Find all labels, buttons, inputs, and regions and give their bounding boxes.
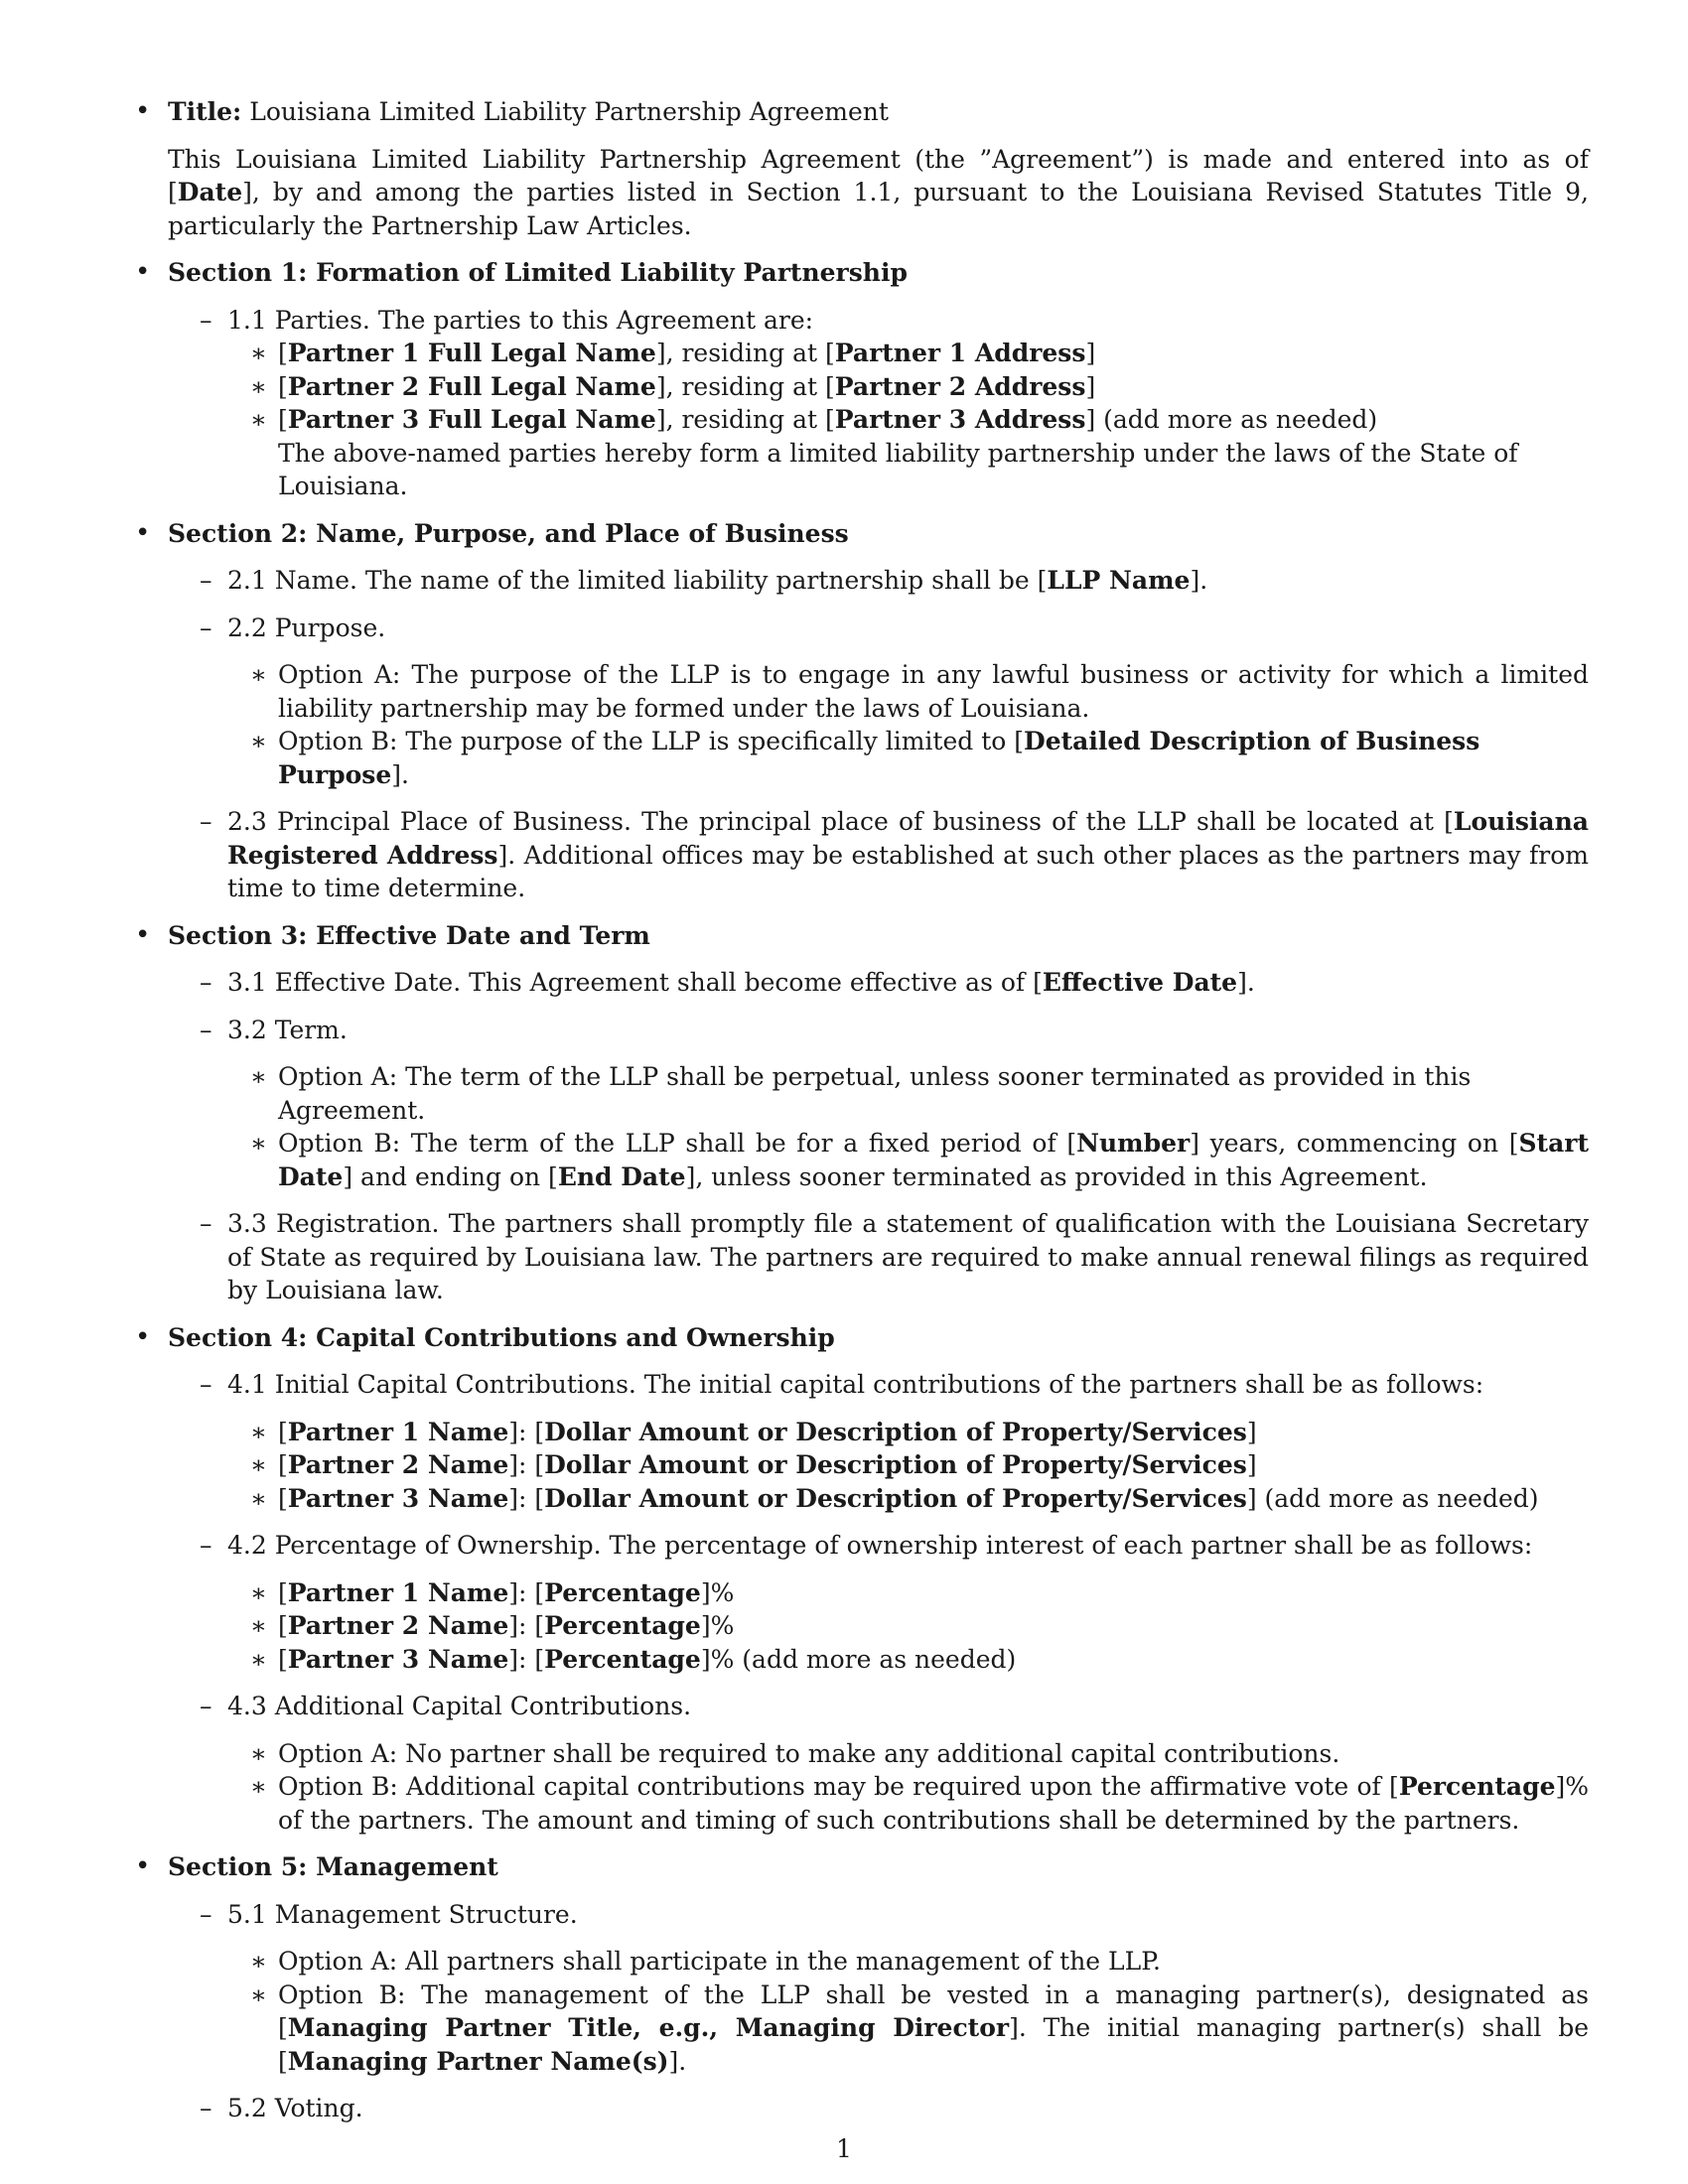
term-options bbox=[227, 1060, 1589, 1193]
clause-4-1: – 4.1 Initial Capital Contributions. The initial capital contributions of the partners shall be as follows: ∗ [Partner 1 Name]: [Dollar Amount or Description of Property/Services] ∗ [Partner 2 Name]: [Dollar Amount or Description of Property/Services] ∗ [Partner 3 Name]: [Dollar Amount or Description of Property/Services] (add more as needed) bbox=[168, 1368, 1589, 1515]
clause-2-3: – 2.3 Principal Place of Business. The principal place of business of the LLP shall be located at [Louisiana Registered Address]. Additional offices may be established at such other places as the partners may from time to time determine. bbox=[168, 805, 1589, 905]
section-3-list bbox=[168, 966, 1589, 1307]
additional-contribution-options bbox=[227, 1737, 1589, 1838]
page-number: 1 bbox=[836, 2134, 852, 2163]
section-4 bbox=[129, 1321, 1589, 1838]
clause-3-1: – 3.1 Effective Date. This Agreement shall become effective as of [Effective Date]. bbox=[168, 966, 1589, 1000]
section-3 bbox=[129, 919, 1589, 1307]
option-b: ∗ Option B: The term of the LLP shall be for a fixed period of [Number] years, commencing on [Start Date] and ending on [End Date], unless sooner terminated as provided in this Agreement. bbox=[227, 1127, 1589, 1193]
section-4-list bbox=[168, 1368, 1589, 1837]
clause-4-3: – 4.3 Additional Capital Contributions. ∗ Option A: No partner shall be required to make any additional capital contributions. ∗ Option B: Additional capital contributions may be required upon the affirmative vote of [Percentage]% of the partners. The amount and timing of such contributions shall be determined by the partners. bbox=[168, 1690, 1589, 1837]
party-item: ∗ [Partner 3 Full Legal Name], residing at [Partner 3 Address] (add more as needed) bbox=[227, 403, 1589, 437]
ownership-item: ∗ [Partner 3 Name]: [Percentage]% (add more as needed) bbox=[227, 1643, 1589, 1677]
section-2 bbox=[129, 517, 1589, 905]
option-b: ∗ Option B: Additional capital contributions may be required upon the affirmative vote of [Percentage]% of the partners. The amount and timing of such contributions shall be determined by the partners. bbox=[227, 1770, 1589, 1837]
intro-paragraph: This Louisiana Limited Liability Partnership Agreement (the ”Agreement”) is made and entered into as of [Date], by and among the parties listed in Section 1.1, pursuant to the Louisiana Revised Statutes Title 9, particularly the Partnership Law Articles. bbox=[168, 144, 1589, 240]
contribution-item: ∗ [Partner 2 Name]: [Dollar Amount or Description of Property/Services] bbox=[227, 1448, 1589, 1482]
clause-5-1: – 5.1 Management Structure. ∗ Option A: All partners shall participate in the management of the LLP. ∗ Option B: The management of the LLP shall be vested in a managing partner(s), designated as [Managing Partner Title, e.g., Managing Director]. The initial managing partner(s) shall be [Managing Partner Name(s)]. bbox=[168, 1898, 1589, 2079]
date-placeholder: Date bbox=[177, 178, 243, 206]
option-a: ∗ Option A: The term of the LLP shall be perpetual, unless sooner terminated as provided in this Agreement. bbox=[227, 1060, 1589, 1127]
contribution-item: ∗ [Partner 3 Name]: [Dollar Amount or Description of Property/Services] (add more as needed) bbox=[227, 1482, 1589, 1516]
section-4-heading: Section 4: Capital Contributions and Ownership bbox=[168, 1322, 835, 1352]
purpose-options bbox=[227, 658, 1589, 791]
clause-5-2: – 5.2 Voting. bbox=[168, 2092, 1589, 2125]
top-level-list bbox=[129, 95, 1589, 2125]
option-b: ∗ Option B: The management of the LLP shall be vested in a managing partner(s), designated as [Managing Partner Title, e.g., Managing Director]. The initial managing partner(s) shall be [Managing Partner Name(s)]. bbox=[227, 1979, 1589, 2079]
parties-list bbox=[227, 337, 1589, 437]
clause-4-2: – 4.2 Percentage of Ownership. The percentage of ownership interest of each partner shall be as follows: ∗ [Partner 1 Name]: [Percentage]% ∗ [Partner 2 Name]: [Percentage]% ∗ [Partner 3 Name]: [Percentage]% (add more as needed) bbox=[168, 1529, 1589, 1676]
option-b: ∗ Option B: The purpose of the LLP is specifically limited to [Detailed Description of Business Purpose]. bbox=[227, 725, 1589, 791]
contribution-item: ∗ [Partner 1 Name]: [Dollar Amount or Description of Property/Services] bbox=[227, 1416, 1589, 1449]
section-2-list bbox=[168, 564, 1589, 905]
ownership-item: ∗ [Partner 1 Name]: [Percentage]% bbox=[227, 1576, 1589, 1610]
clause-3-3: – 3.3 Registration. The partners shall promptly file a statement of qualification with the Louisiana Secretary of State as required by Louisiana law. The partners are required to make annual renewal filings as required by Louisiana law. bbox=[168, 1207, 1589, 1307]
party-item: ∗ [Partner 1 Full Legal Name], residing at [Partner 1 Address] bbox=[227, 337, 1589, 370]
clause-1-1: – 1.1 Parties. The parties to this Agreement are: ∗ [Partner 1 Full Legal Name], residing at [Partner 1 Address] ∗ [Partner 2 Full Legal Name], residing at [Partner 2 Address] ∗ [Partner 3 Full Legal Name], residing at [Partner 3 Address] (add more as needed) The above-named parties hereby form a limited liability partnership under the laws of the State of Louisiana. bbox=[168, 304, 1589, 503]
ownership-item: ∗ [Partner 2 Name]: [Percentage]% bbox=[227, 1609, 1589, 1643]
section-5 bbox=[129, 1850, 1589, 2125]
clause-3-2: – 3.2 Term. ∗ Option A: The term of the LLP shall be perpetual, unless sooner terminated as provided in this Agreement. ∗ Option B: The term of the LLP shall be for a fixed period of [Number] years, commencing on [Start Date] and ending on [End Date], unless sooner terminated as provided in this Agreement. bbox=[168, 1014, 1589, 1194]
document-body bbox=[129, 95, 1589, 2139]
section-5-heading: Section 5: Management bbox=[168, 1852, 498, 1881]
section-2-heading: Section 2: Name, Purpose, and Place of Business bbox=[168, 518, 849, 548]
option-a: ∗ Option A: The purpose of the LLP is to engage in any lawful business or activity for which a limited liability partnership may be formed under the laws of Louisiana. bbox=[227, 658, 1589, 725]
ownership-list bbox=[227, 1576, 1589, 1677]
management-options bbox=[227, 1945, 1589, 2078]
clause-2-1: – 2.1 Name. The name of the limited liability partnership shall be [LLP Name]. bbox=[168, 564, 1589, 598]
section-1 bbox=[129, 256, 1589, 503]
title-text: Louisiana Limited Liability Partnership Agreement bbox=[249, 97, 889, 126]
option-a: ∗ Option A: All partners shall participate in the management of the LLP. bbox=[227, 1945, 1589, 1979]
section-1-heading: Section 1: Formation of Limited Liability Partnership bbox=[168, 258, 908, 287]
party-item: ∗ [Partner 2 Full Legal Name], residing at [Partner 2 Address] bbox=[227, 370, 1589, 404]
contributions-list bbox=[227, 1416, 1589, 1516]
section-5-list bbox=[168, 1898, 1589, 2125]
section-3-heading: Section 3: Effective Date and Term bbox=[168, 920, 650, 950]
option-a: ∗ Option A: No partner shall be required to make any additional capital contributions. bbox=[227, 1737, 1589, 1771]
section-1-list bbox=[168, 304, 1589, 503]
clause-2-2: – 2.2 Purpose. ∗ Option A: The purpose of the LLP is to engage in any lawful business or activity for which a limited liability partnership may be formed under the laws of Louisiana. ∗ Option B: The purpose of the LLP is specifically limited to [Detailed Description of Business Purpose]. bbox=[168, 612, 1589, 792]
title-label: Title: bbox=[168, 97, 242, 126]
formation-statement: The above-named parties hereby form a limited liability partnership under the laws of the State of Louisiana. bbox=[278, 438, 1518, 500]
title-item bbox=[129, 95, 1589, 242]
